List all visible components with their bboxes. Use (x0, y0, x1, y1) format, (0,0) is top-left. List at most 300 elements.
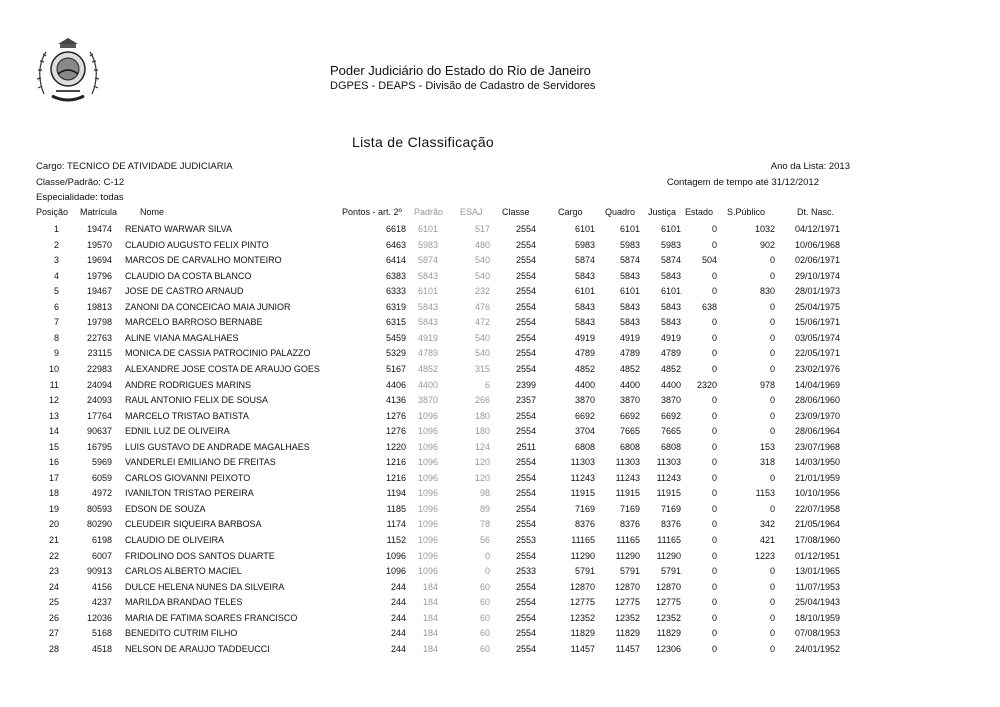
cell-s-publico: 0 (769, 410, 775, 421)
cell-dt-nasc: 28/06/1964 (794, 426, 840, 437)
cell-justica: 5983 (660, 239, 681, 250)
cell-cargo: 4852 (574, 363, 595, 374)
cell-padrao: 6101 (417, 286, 438, 297)
cell-posicao: 9 (53, 348, 59, 359)
cell-esaj: 60 (479, 581, 490, 592)
cell-posicao: 8 (53, 332, 59, 343)
cell-quadro: 7665 (619, 426, 640, 437)
cell-esaj: 60 (479, 597, 490, 608)
cell-nome: EDNIL LUZ DE OLIVEIRA (125, 426, 230, 437)
cell-nome: RENATO WARWAR SILVA (125, 224, 233, 234)
cell-quadro: 4789 (619, 348, 640, 359)
cell-estado: 0 (711, 519, 717, 530)
cell-padrao: 4789 (417, 348, 438, 359)
cell-s-publico: 902 (759, 239, 775, 250)
cell-posicao: 21 (48, 535, 59, 545)
cell-esaj: 232 (474, 286, 490, 297)
cell-s-publico: 1032 (754, 224, 775, 234)
cell-pontos: 4406 (385, 379, 406, 390)
cell-padrao: 184 (422, 597, 438, 608)
cell-matricula: 80290 (86, 519, 112, 530)
cell-matricula: 19474 (86, 224, 112, 234)
cell-cargo: 8376 (574, 519, 595, 530)
page-title: Lista de Classificação (352, 134, 494, 150)
cell-cargo: 6101 (574, 224, 595, 234)
cell-s-publico: 0 (769, 270, 775, 281)
cell-quadro: 11243 (615, 472, 640, 483)
cell-estado: 504 (701, 255, 717, 266)
cell-quadro: 5843 (619, 301, 640, 312)
cell-posicao: 22 (48, 550, 59, 561)
cell-nome: EDSON DE SOUZA (125, 503, 206, 514)
cell-matricula: 24093 (86, 395, 112, 406)
cell-estado: 0 (711, 317, 717, 328)
cell-s-publico: 342 (759, 519, 775, 530)
column-header: Justiça (648, 207, 677, 217)
cell-nome: RAUL ANTONIO FELIX DE SOUSA (125, 395, 269, 406)
cell-cargo: 11165 (571, 535, 595, 545)
cell-nome: CLAUDIO AUGUSTO FELIX PINTO (125, 239, 269, 250)
cell-cargo: 3704 (574, 426, 595, 437)
cell-nome: BENEDITO CUTRIM FILHO (125, 628, 238, 639)
cell-esaj: 472 (474, 317, 490, 328)
cell-dt-nasc: 23/02/1976 (794, 363, 840, 374)
cell-quadro: 11303 (615, 457, 640, 468)
meta-contagem: Contagem de tempo até 31/12/2012 (666, 177, 819, 188)
cell-esaj: 56 (479, 535, 490, 545)
cell-pontos: 6319 (385, 301, 406, 312)
cell-dt-nasc: 28/06/1960 (794, 395, 840, 406)
cell-cargo: 4919 (574, 332, 595, 343)
cell-esaj: 266 (474, 395, 490, 406)
cell-posicao: 17 (48, 472, 59, 483)
cell-esaj: 517 (474, 224, 490, 234)
cell-nome: LUIS GUSTAVO DE ANDRADE MAGALHAES (125, 441, 310, 452)
cell-dt-nasc: 11/07/1953 (795, 581, 840, 592)
cell-s-publico: 0 (769, 581, 775, 592)
column-header: Estado (685, 207, 714, 217)
cell-estado: 0 (711, 332, 717, 343)
cell-pontos: 244 (390, 612, 406, 623)
cell-esaj: 120 (474, 472, 490, 483)
cell-esaj: 60 (479, 612, 490, 623)
cell-posicao: 14 (48, 426, 59, 437)
cell-cargo: 5874 (574, 255, 595, 266)
cell-pontos: 1174 (386, 519, 406, 530)
cell-dt-nasc: 28/01/1973 (794, 286, 840, 297)
cell-posicao: 12 (48, 395, 59, 406)
cell-quadro: 4919 (619, 332, 640, 343)
cell-classe: 2554 (515, 457, 536, 468)
cell-pontos: 6315 (385, 317, 406, 328)
cell-pontos: 6383 (385, 270, 406, 281)
cell-s-publico: 0 (769, 363, 775, 374)
cell-nome: MONICA DE CASSIA PATROCINIO PALAZZO (125, 348, 311, 359)
cell-matricula: 90913 (86, 566, 112, 577)
meta-classe: Classe/Padrão: C-12 (36, 177, 125, 188)
cell-justica: 5843 (660, 270, 681, 281)
cell-esaj: 6 (484, 379, 490, 390)
cell-quadro: 11165 (616, 535, 640, 545)
cell-estado: 0 (711, 628, 717, 639)
cell-dt-nasc: 22/07/1958 (794, 503, 840, 514)
cell-matricula: 17764 (86, 410, 112, 421)
cell-matricula: 19796 (86, 270, 112, 281)
cell-esaj: 540 (474, 332, 490, 343)
cell-posicao: 1 (53, 224, 59, 234)
cell-cargo: 3870 (574, 395, 595, 406)
cell-nome: MARCOS DE CARVALHO MONTEIRO (125, 255, 282, 266)
cell-estado: 0 (711, 612, 717, 623)
cell-nome: CLAUDIO DA COSTA BLANCO (125, 270, 252, 281)
cell-pontos: 244 (390, 581, 406, 592)
cell-matricula: 6198 (91, 535, 112, 545)
cell-matricula: 19798 (86, 317, 112, 328)
cell-cargo: 5791 (574, 566, 595, 577)
cell-posicao: 3 (53, 255, 59, 266)
cell-esaj: 180 (474, 410, 490, 421)
cell-s-publico: 318 (759, 457, 775, 468)
cell-nome: MARCELO TRISTAO BATISTA (125, 410, 249, 421)
cell-esaj: 540 (474, 255, 490, 266)
cell-justica: 5843 (660, 301, 681, 312)
cell-cargo: 11243 (570, 472, 595, 483)
cell-classe: 2554 (515, 348, 536, 359)
cell-s-publico: 0 (769, 628, 775, 639)
cell-quadro: 7169 (619, 503, 640, 514)
cell-dt-nasc: 15/06/1971 (794, 317, 840, 328)
cell-nome: ALEXANDRE JOSE COSTA DE ARAUJO GOES (125, 363, 320, 374)
cell-classe: 2554 (515, 286, 536, 297)
cell-classe: 2554 (515, 270, 536, 281)
cell-justica: 7665 (660, 426, 681, 437)
cell-cargo: 11290 (570, 550, 595, 561)
cell-posicao: 15 (48, 441, 59, 452)
cell-posicao: 4 (53, 270, 59, 281)
cell-esaj: 476 (474, 301, 490, 312)
cell-s-publico: 421 (759, 535, 775, 545)
cell-estado: 0 (711, 286, 717, 297)
cell-justica: 11303 (656, 457, 681, 468)
cell-dt-nasc: 29/10/1974 (794, 270, 840, 281)
cell-pontos: 6414 (385, 255, 406, 266)
cell-padrao: 1096 (417, 566, 438, 577)
cell-dt-nasc: 25/04/1975 (794, 301, 840, 312)
coat-of-arms-icon (36, 36, 100, 106)
cell-esaj: 60 (479, 628, 490, 639)
cell-posicao: 10 (48, 363, 59, 374)
cell-nome: MARIA DE FATIMA SOARES FRANCISCO (125, 612, 298, 623)
header-institution: Poder Judiciário do Estado do Rio de Janeiro (330, 63, 591, 78)
cell-matricula: 23115 (87, 348, 112, 359)
cell-classe: 2554 (515, 426, 536, 437)
cell-classe: 2554 (515, 612, 536, 623)
meta-especialidade: Especialidade: todas (36, 192, 124, 203)
cell-pontos: 5329 (385, 348, 406, 359)
cell-s-publico: 0 (769, 317, 775, 328)
cell-cargo: 12870 (569, 581, 595, 592)
cell-matricula: 16795 (86, 441, 112, 452)
cell-padrao: 5983 (417, 239, 438, 250)
cell-esaj: 540 (474, 270, 490, 281)
cell-matricula: 12036 (86, 612, 112, 623)
cell-classe: 2554 (515, 472, 536, 483)
cell-esaj: 120 (474, 457, 490, 468)
cell-matricula: 4518 (91, 643, 112, 654)
cell-padrao: 1096 (417, 503, 438, 514)
cell-justica: 12775 (655, 597, 681, 608)
cell-justica: 11915 (656, 488, 681, 499)
cell-posicao: 28 (48, 643, 59, 654)
cell-matricula: 22763 (86, 332, 112, 343)
cell-matricula: 19694 (86, 255, 112, 266)
cell-s-publico: 0 (769, 255, 775, 266)
cell-quadro: 5791 (619, 566, 640, 577)
cell-estado: 0 (711, 488, 717, 499)
cell-estado: 0 (711, 457, 717, 468)
cell-matricula: 19467 (86, 286, 112, 297)
cell-padrao: 1096 (417, 519, 438, 530)
cell-cargo: 12775 (569, 597, 595, 608)
cell-estado: 0 (711, 410, 717, 421)
cell-quadro: 11290 (615, 550, 640, 561)
cell-estado: 0 (711, 581, 717, 592)
cell-estado: 638 (701, 301, 717, 312)
cell-padrao: 3870 (417, 395, 438, 406)
cell-classe: 2511 (516, 441, 536, 452)
cell-pontos: 1216 (385, 457, 406, 468)
cell-classe: 2554 (515, 255, 536, 266)
cell-pontos: 1216 (385, 472, 406, 483)
cell-justica: 7169 (660, 503, 681, 514)
cell-s-publico: 0 (769, 643, 775, 654)
cell-nome: DULCE HELENA NUNES DA SILVEIRA (125, 581, 285, 592)
cell-classe: 2554 (515, 301, 536, 312)
cell-dt-nasc: 25/04/1943 (794, 597, 840, 608)
cell-matricula: 19813 (86, 301, 112, 312)
cell-pontos: 5459 (385, 332, 406, 343)
cell-padrao: 184 (422, 581, 438, 592)
cell-dt-nasc: 21/05/1964 (794, 519, 840, 530)
cell-padrao: 1096 (417, 550, 438, 561)
cell-pontos: 1276 (385, 410, 406, 421)
cell-nome: FRIDOLINO DOS SANTOS DUARTE (125, 550, 275, 561)
cell-classe: 2554 (515, 410, 536, 421)
cell-pontos: 1152 (386, 535, 406, 545)
cell-pontos: 244 (390, 597, 406, 608)
cell-dt-nasc: 17/08/1960 (794, 535, 840, 545)
cell-classe: 2554 (515, 643, 536, 654)
cell-pontos: 1194 (386, 488, 406, 499)
cell-dt-nasc: 18/10/1959 (794, 612, 840, 623)
cell-nome: MARILDA BRANDAO TELES (125, 597, 243, 608)
cell-s-publico: 0 (769, 503, 775, 514)
cell-quadro: 8376 (619, 519, 640, 530)
cell-classe: 2554 (515, 332, 536, 343)
cell-classe: 2554 (515, 488, 536, 499)
cell-pontos: 1096 (385, 550, 406, 561)
cell-esaj: 98 (479, 488, 490, 499)
cell-nome: ZANONI DA CONCEICAO MAIA JUNIOR (125, 301, 291, 312)
cell-quadro: 5874 (619, 255, 640, 266)
cell-nome: CARLOS GIOVANNI PEIXOTO (125, 472, 251, 483)
cell-dt-nasc: 22/05/1971 (794, 348, 840, 359)
cell-justica: 12352 (655, 612, 681, 623)
cell-justica: 12306 (655, 643, 681, 654)
cell-classe: 2554 (515, 317, 536, 328)
cell-dt-nasc: 14/03/1950 (794, 457, 840, 468)
cell-cargo: 4400 (574, 379, 595, 390)
cell-esaj: 0 (484, 566, 490, 577)
cell-s-publico: 0 (769, 566, 775, 577)
cell-quadro: 4400 (619, 379, 640, 390)
cell-justica: 3870 (660, 395, 681, 406)
cell-s-publico: 830 (759, 286, 775, 297)
cell-dt-nasc: 04/12/1971 (794, 224, 840, 234)
cell-dt-nasc: 13/01/1965 (794, 566, 840, 577)
cell-classe: 2554 (515, 239, 536, 250)
cell-cargo: 11303 (570, 457, 595, 468)
cell-dt-nasc: 01/12/1951 (794, 550, 840, 561)
cell-quadro: 12352 (614, 612, 640, 623)
cell-estado: 0 (711, 426, 717, 437)
cell-dt-nasc: 24/01/1952 (794, 643, 840, 654)
cell-esaj: 60 (479, 643, 490, 654)
cell-posicao: 13 (48, 410, 59, 421)
cell-cargo: 6692 (574, 410, 595, 421)
cell-estado: 0 (711, 472, 717, 483)
cell-justica: 5843 (660, 317, 681, 328)
cell-padrao: 1096 (417, 457, 438, 468)
cell-s-publico: 0 (769, 472, 775, 483)
cell-dt-nasc: 10/06/1968 (794, 239, 840, 250)
cell-classe: 2554 (515, 503, 536, 514)
meta-cargo: Cargo: TECNICO DE ATIVIDADE JUDICIARIA (36, 161, 233, 172)
cell-estado: 0 (711, 503, 717, 514)
cell-classe: 2357 (515, 395, 536, 406)
cell-justica: 6692 (660, 410, 681, 421)
cell-quadro: 12870 (614, 581, 640, 592)
cell-classe: 2554 (515, 363, 536, 374)
cell-quadro: 11457 (615, 643, 640, 654)
cell-pontos: 244 (390, 628, 406, 639)
cell-dt-nasc: 10/10/1956 (794, 488, 840, 499)
cell-padrao: 5874 (417, 255, 438, 266)
cell-esaj: 78 (479, 519, 490, 530)
cell-estado: 0 (711, 270, 717, 281)
cell-dt-nasc: 23/09/1970 (794, 410, 840, 421)
cell-nome: ANDRE RODRIGUES MARINS (125, 379, 252, 390)
cell-justica: 11243 (656, 472, 681, 483)
cell-padrao: 1096 (417, 488, 438, 499)
cell-s-publico: 0 (769, 395, 775, 406)
cell-cargo: 4789 (574, 348, 595, 359)
cell-s-publico: 0 (769, 597, 775, 608)
column-header: Dt. Nasc. (797, 207, 835, 217)
cell-justica: 11829 (656, 628, 681, 639)
cell-padrao: 184 (422, 628, 438, 639)
cell-pontos: 1220 (385, 441, 406, 452)
cell-nome: NELSON DE ARAUJO TADDEUCCI (125, 643, 270, 654)
cell-pontos: 6463 (385, 239, 406, 250)
cell-classe: 2554 (515, 597, 536, 608)
cell-posicao: 25 (48, 597, 59, 608)
cell-estado: 0 (711, 597, 717, 608)
cell-padrao: 184 (422, 612, 438, 623)
cell-quadro: 6808 (619, 441, 640, 452)
cell-justica: 8376 (660, 519, 681, 530)
column-header: Classe (502, 207, 530, 217)
cell-padrao: 5843 (417, 301, 438, 312)
cell-padrao: 1096 (417, 441, 438, 452)
column-header: Cargo (558, 207, 583, 217)
cell-posicao: 18 (48, 488, 59, 499)
cell-classe: 2399 (515, 379, 536, 390)
cell-justica: 12870 (655, 581, 681, 592)
cell-cargo: 6101 (574, 286, 595, 297)
cell-padrao: 1096 (417, 426, 438, 437)
cell-justica: 4852 (660, 363, 681, 374)
cell-matricula: 6059 (91, 472, 112, 483)
cell-estado: 0 (711, 535, 717, 545)
cell-pontos: 5167 (385, 363, 406, 374)
cell-cargo: 5983 (574, 239, 595, 250)
cell-matricula: 80593 (86, 503, 112, 514)
cell-pontos: 6618 (385, 224, 406, 234)
cell-padrao: 4400 (417, 379, 438, 390)
cell-dt-nasc: 23/07/1968 (794, 441, 840, 452)
cell-quadro: 6101 (619, 224, 640, 234)
cell-quadro: 5843 (619, 317, 640, 328)
cell-justica: 11290 (656, 550, 681, 561)
cell-quadro: 4852 (619, 363, 640, 374)
column-header: Padrão (414, 207, 444, 217)
cell-cargo: 5843 (574, 270, 595, 281)
cell-dt-nasc: 07/08/1953 (794, 628, 840, 639)
cell-posicao: 5 (53, 286, 59, 297)
column-header: Quadro (605, 207, 636, 217)
cell-justica: 6808 (660, 441, 681, 452)
column-header: Pontos - art. 2º (342, 207, 402, 217)
cell-posicao: 27 (48, 628, 59, 639)
cell-matricula: 5969 (91, 457, 112, 468)
cell-s-publico: 1223 (754, 550, 775, 561)
cell-dt-nasc: 02/06/1971 (794, 255, 840, 266)
cell-estado: 0 (711, 363, 717, 374)
cell-estado: 0 (711, 643, 717, 654)
cell-classe: 2554 (515, 224, 536, 234)
cell-cargo: 7169 (574, 503, 595, 514)
column-header: Matrícula (80, 207, 118, 217)
cell-quadro: 11915 (615, 488, 640, 499)
cell-dt-nasc: 03/05/1974 (794, 332, 840, 343)
cell-nome: JOSE DE CASTRO ARNAUD (125, 286, 244, 297)
cell-s-publico: 0 (769, 301, 775, 312)
cell-classe: 2553 (515, 535, 536, 545)
cell-padrao: 5843 (417, 270, 438, 281)
cell-s-publico: 1153 (755, 488, 775, 499)
cell-esaj: 480 (474, 239, 490, 250)
cell-nome: MARCELO BARROSO BERNABE (125, 317, 263, 328)
cell-nome: VANDERLEI EMILIANO DE FREITAS (125, 457, 276, 468)
cell-posicao: 26 (48, 612, 59, 623)
cell-quadro: 5983 (619, 239, 640, 250)
cell-pontos: 1185 (386, 503, 406, 514)
cell-dt-nasc: 14/04/1969 (794, 379, 840, 390)
cell-cargo: 11829 (570, 628, 595, 639)
column-header: ESAJ (460, 207, 483, 217)
cell-cargo: 6808 (574, 441, 595, 452)
